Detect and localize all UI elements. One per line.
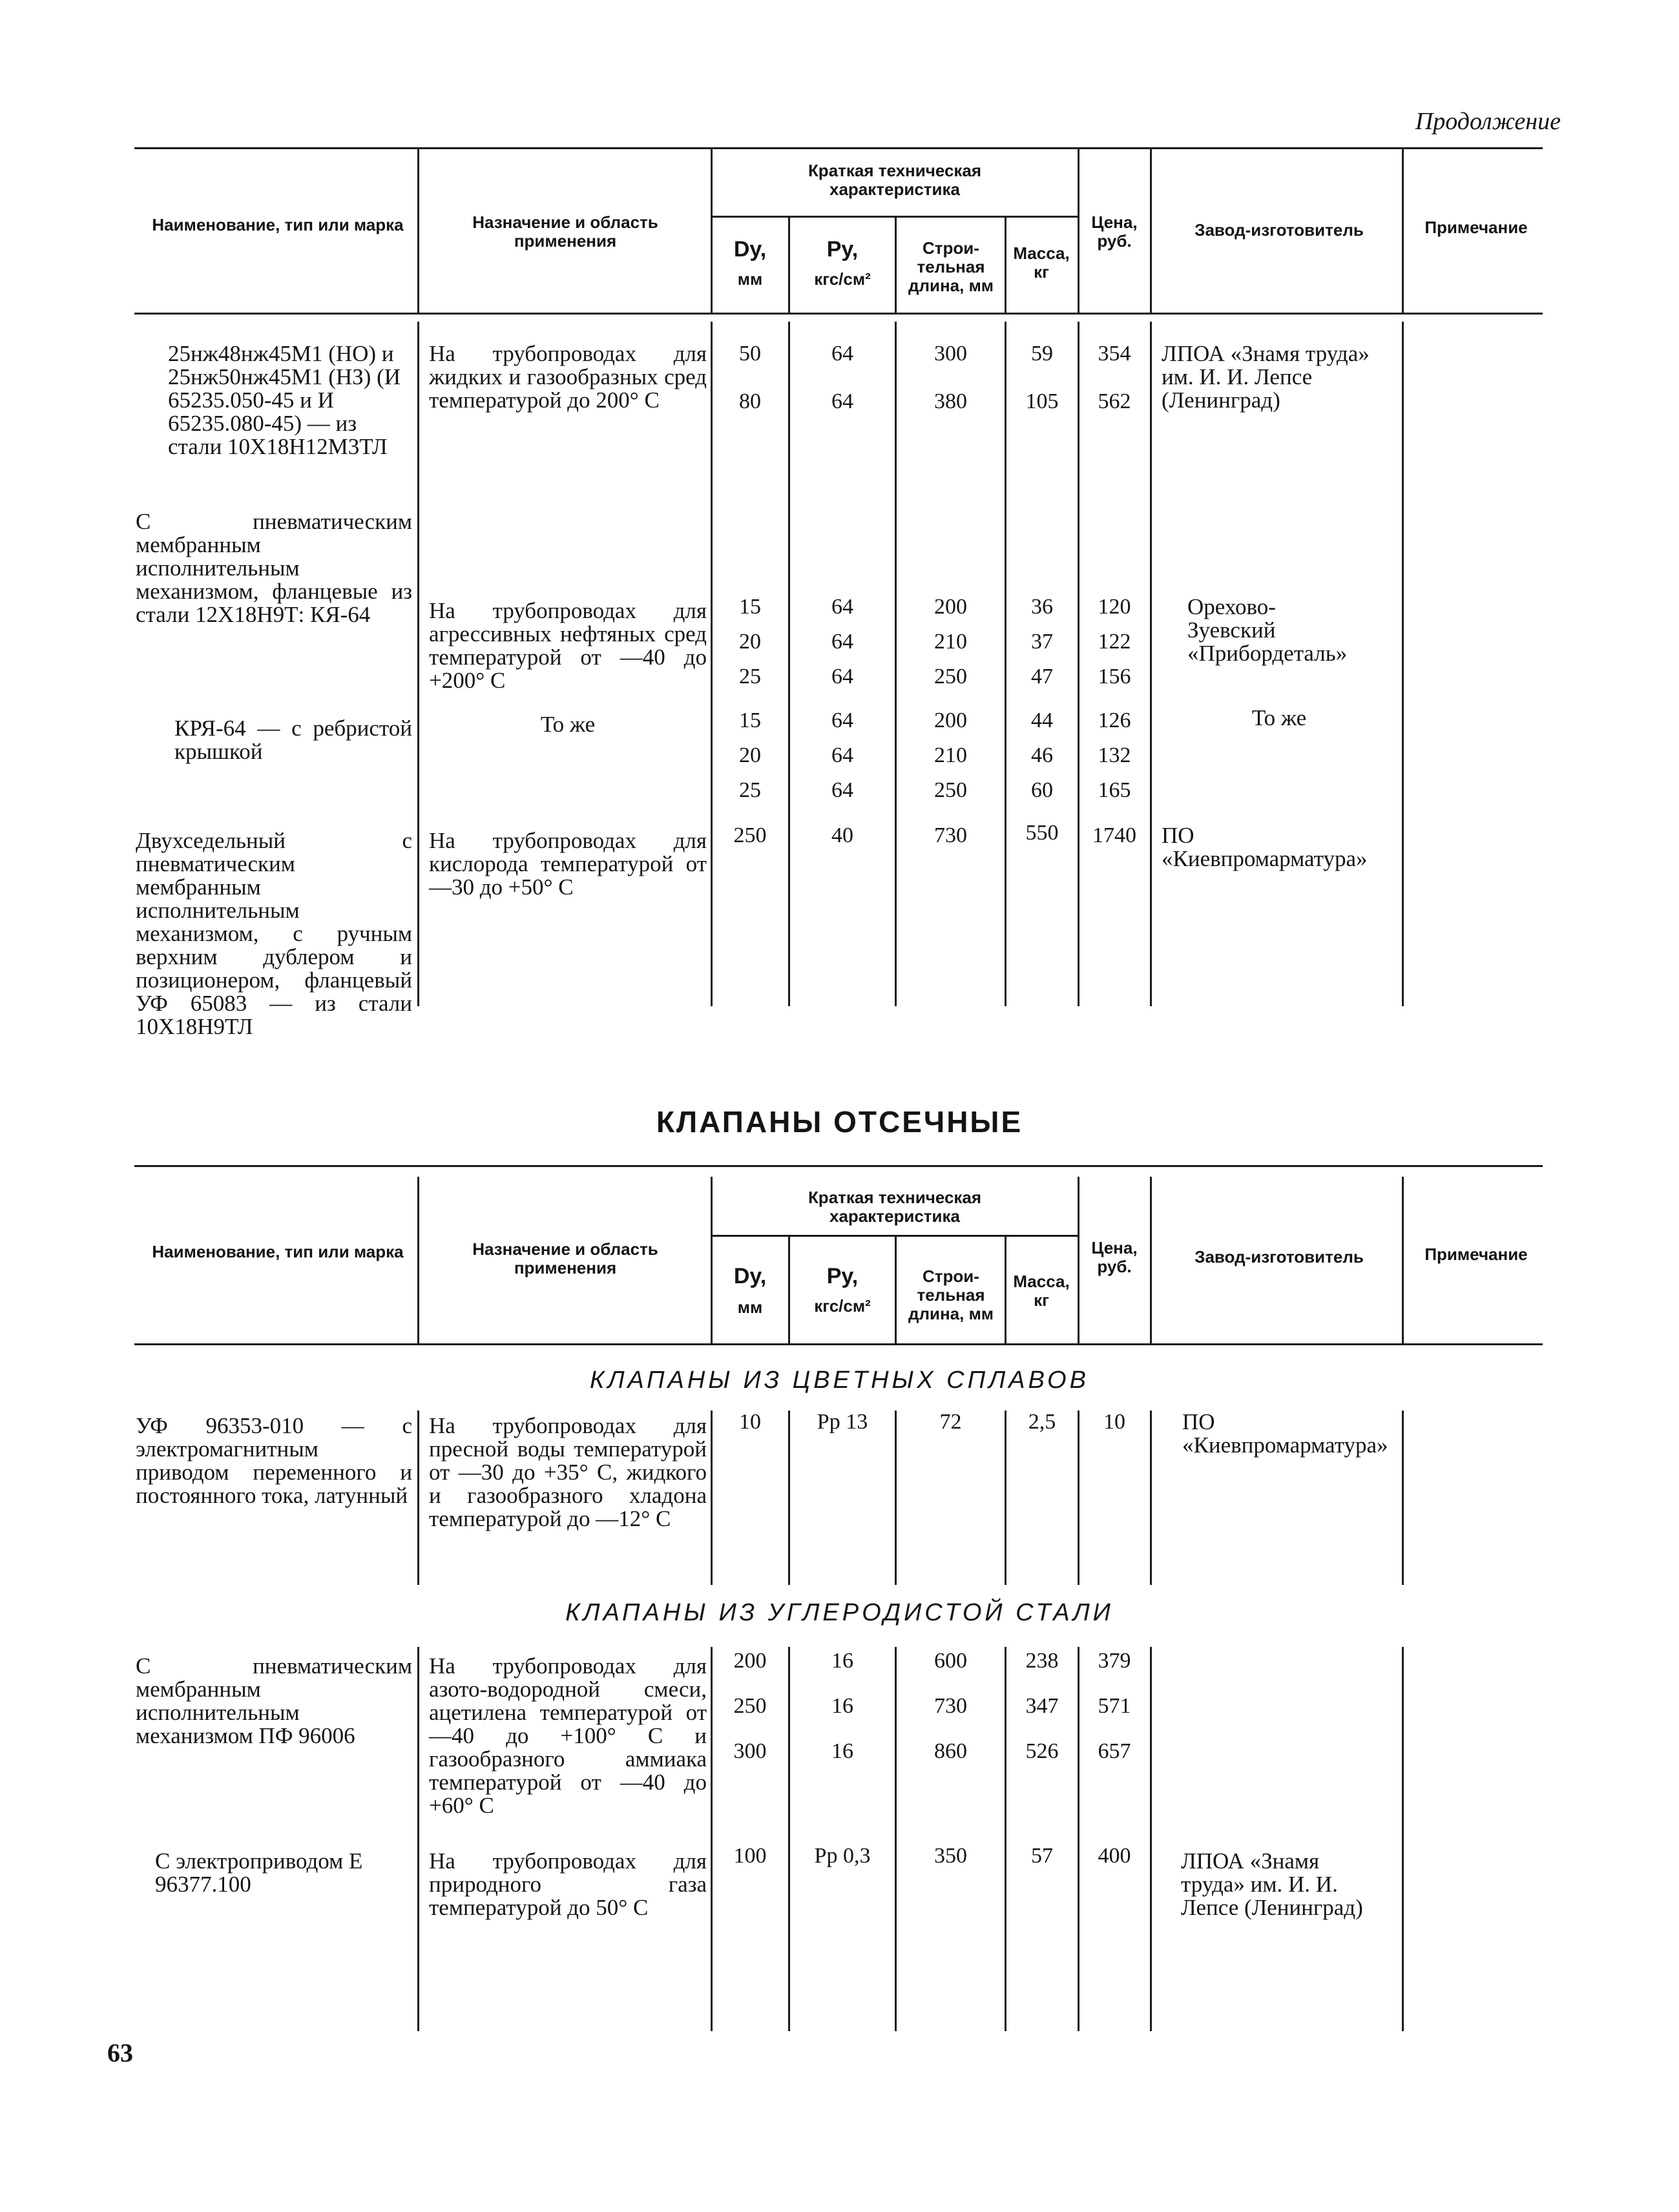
header-name: Наименование, тип или марка bbox=[152, 215, 404, 234]
row4-name: Двухседельный с пневматическим мембранным исполнительным механизмом, с ручным верхним дублером и позиционером, фланцевый УФ 65083 — из стали 10Х18Н9ТЛ bbox=[136, 828, 412, 1039]
header2-purpose: Назначение и область применения bbox=[472, 1239, 658, 1277]
header-dy: Dу, bbox=[733, 237, 767, 262]
row5-mass: 2,5 bbox=[1028, 1410, 1056, 1434]
row7-mass: 57 bbox=[1031, 1844, 1053, 1868]
row6-length: 600 730 860 bbox=[934, 1649, 967, 1763]
row3-price: 126 132 165 bbox=[1098, 708, 1131, 802]
row3-py: 64 64 64 bbox=[831, 708, 853, 802]
row4-mass: 550 bbox=[1025, 821, 1059, 845]
header2-note: Примечание bbox=[1424, 1245, 1528, 1264]
row4-dy: 250 bbox=[733, 823, 767, 847]
row6-price: 379 571 657 bbox=[1098, 1649, 1131, 1763]
row4-purpose: На трубопроводах для кислорода температурой от —30 до +50° С bbox=[429, 828, 707, 900]
row1-name: 25нж48нж45М1 (НО) и 25нж50нж45М1 (НЗ) (И 65235.050-45 и И 65235.080-45) — из стали 10Х18Н12М3ТЛ bbox=[168, 341, 401, 459]
row2-length: 200 210 250 bbox=[934, 595, 967, 688]
header-price: Цена, руб. bbox=[1091, 212, 1138, 251]
page-number: 63 bbox=[107, 2038, 133, 2067]
header-length: Строи-тельная длина, мм bbox=[908, 238, 994, 295]
row2-dy: 15 20 25 bbox=[739, 595, 761, 688]
header-tech: Краткая техническая характеристика bbox=[808, 161, 982, 199]
header-maker: Завод-изготовитель bbox=[1194, 220, 1364, 240]
row6-py: 16 16 16 bbox=[831, 1649, 853, 1763]
row2-py: 64 64 64 bbox=[831, 595, 853, 688]
row1-length: 300 bbox=[934, 342, 967, 366]
row5-purpose: На трубопроводах для пресной воды температурой от —30 до +35° С, жидкого и газообразного хладона температурой до —12° С bbox=[429, 1413, 707, 1531]
row2-purpose: На трубопроводах для агрессивных нефтяных сред температурой от —40 до +200° С bbox=[429, 598, 707, 693]
subsection-title-2: КЛАПАНЫ ИЗ УГЛЕРОДИСТОЙ СТАЛИ bbox=[565, 1599, 1114, 1626]
continuation-label: Продолжение bbox=[1415, 108, 1561, 135]
row1-purpose: На трубопроводах для жидких и газообразных сред температурой до 200° С bbox=[429, 341, 707, 413]
header-purpose: Назначение и область применения bbox=[472, 212, 658, 251]
row1-price: 354 bbox=[1098, 342, 1131, 366]
header-dy-unit: мм bbox=[737, 269, 763, 289]
row3-maker: То же bbox=[1251, 705, 1307, 730]
row2-mass: 36 37 47 bbox=[1031, 595, 1053, 688]
row4-maker: ПО «Киевпромарматура» bbox=[1162, 823, 1368, 871]
header2-length: Строи-тельная длина, мм bbox=[908, 1266, 994, 1323]
row3-name: КРЯ-64 — с ребристой крышкой bbox=[174, 716, 412, 764]
row2-maker: Орехово-Зуевский «Прибордеталь» bbox=[1187, 594, 1348, 666]
row3-mass: 44 46 60 bbox=[1031, 708, 1053, 802]
row4-py: 40 bbox=[831, 823, 853, 847]
row7-maker: ЛПОА «Знамя труда» им. И. И. Лепсе (Ленинград) bbox=[1181, 1848, 1363, 1920]
row3-dy: 15 20 25 bbox=[739, 708, 761, 802]
row1-maker: ЛПОА «Знамя труда» им. И. И. Лепсе (Ленинград) bbox=[1162, 341, 1370, 413]
header2-py: Pу, bbox=[826, 1264, 859, 1288]
header-note: Примечание bbox=[1424, 218, 1528, 237]
row5-py: Pр 13 bbox=[817, 1410, 868, 1434]
subsection-title: КЛАПАНЫ ИЗ ЦВЕТНЫХ СПЛАВОВ bbox=[590, 1367, 1089, 1394]
row6-name: С пневматическим мембранным исполнительным механизмом ПФ 96006 bbox=[136, 1653, 412, 1748]
row1-dy: 50 bbox=[739, 342, 761, 366]
section-title: КЛАПАНЫ ОТСЕЧНЫЕ bbox=[656, 1105, 1023, 1139]
header2-dy-unit: мм bbox=[737, 1297, 763, 1317]
row5-price: 10 bbox=[1103, 1410, 1125, 1434]
row7-name: С электроприводом Е 96377.100 bbox=[155, 1848, 363, 1897]
row1-mass: 59 bbox=[1031, 342, 1053, 366]
row1-py: 64 bbox=[831, 342, 853, 366]
header-py: Pу, bbox=[826, 237, 859, 262]
row7-length: 350 bbox=[934, 1844, 967, 1868]
row6-mass: 238 347 526 bbox=[1025, 1649, 1059, 1763]
header2-tech: Краткая техническая характеристика bbox=[808, 1188, 982, 1226]
header-mass: Масса, кг bbox=[1013, 243, 1070, 282]
header2-dy: Dу, bbox=[733, 1264, 767, 1288]
header2-name: Наименование, тип или марка bbox=[152, 1242, 404, 1261]
row6-dy: 200 250 300 bbox=[733, 1649, 767, 1763]
row2-price: 120 122 156 bbox=[1098, 595, 1131, 688]
row7-purpose: На трубопроводах для природного газа температурой до 50° С bbox=[429, 1848, 707, 1920]
header2-maker: Завод-изготовитель bbox=[1194, 1247, 1364, 1266]
header-py-unit: кгс/см² bbox=[814, 269, 871, 289]
header2-py-unit: кгс/см² bbox=[814, 1296, 871, 1316]
header2-mass: Масса, кг bbox=[1013, 1272, 1070, 1310]
row7-dy: 100 bbox=[733, 1844, 767, 1868]
row3-purpose: То же bbox=[540, 712, 596, 737]
row4-price: 1740 bbox=[1092, 823, 1136, 847]
row2-name: С пневматическим мембранным исполнительным механизмом, фланцевые из стали 12Х18Н9Т: КЯ-64 bbox=[136, 509, 412, 627]
row6-purpose: На трубопроводах для азото-водородной смеси, ацетилена температурой от —40 до +100° С и газообразного аммиака температурой от —40 до +60° С bbox=[429, 1653, 707, 1818]
row3-length: 200 210 250 bbox=[934, 708, 967, 802]
header2-price: Цена, руб. bbox=[1091, 1238, 1138, 1276]
row7-py: Pр 0,3 bbox=[814, 1844, 871, 1868]
row5-maker: ПО «Киевпромарматура» bbox=[1182, 1409, 1388, 1458]
row7-price: 400 bbox=[1098, 1844, 1131, 1868]
row4-length: 730 bbox=[934, 823, 967, 847]
row5-length: 72 bbox=[939, 1410, 962, 1434]
row5-name: УФ 96353-010 — с электромагнитным приводом переменного и постоянного тока, латунный bbox=[136, 1413, 412, 1508]
row5-dy: 10 bbox=[739, 1410, 761, 1434]
